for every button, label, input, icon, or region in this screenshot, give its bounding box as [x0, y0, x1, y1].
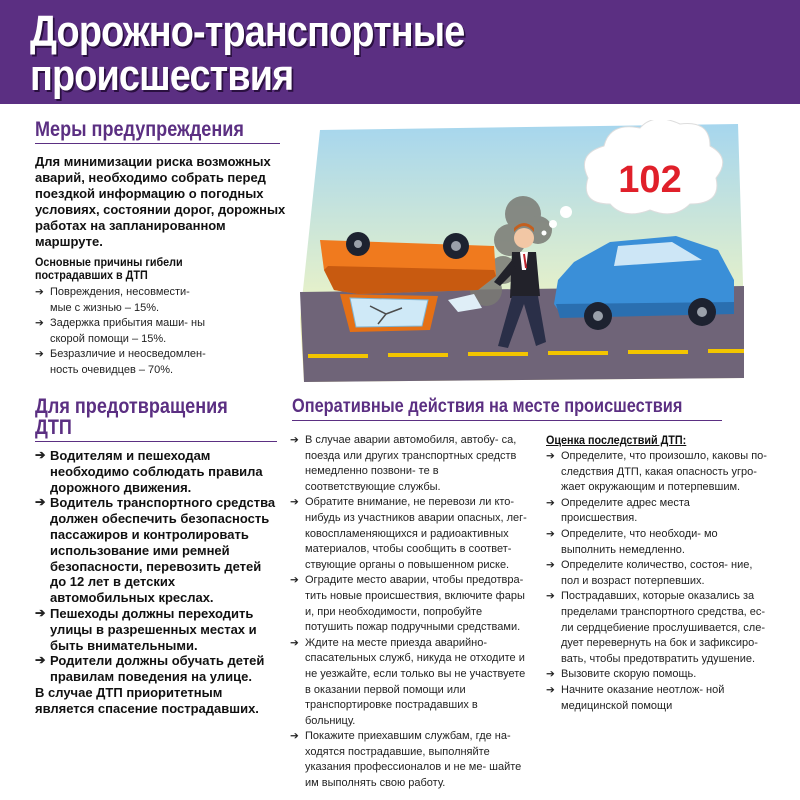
actions-list [290, 433, 528, 792]
list-item: ➔ Вызовите скорую помощь. [546, 667, 768, 683]
assessment-list [546, 449, 768, 714]
list-item: ➔ Начните оказание неотлож- ной медицинской помощи [546, 683, 768, 714]
list-item: ➔ Родители должны обучать детей правилам поведения на улице. [35, 653, 280, 685]
title-line-2: происшествия [30, 51, 294, 100]
causes-heading-line-2: пострадавших в ДТП [35, 268, 148, 282]
prevention-heading-line-1: Для предотвращения [35, 395, 228, 418]
list-item: ➔ Безразличие и неосведомлен- ность очевидцев – 70%. [35, 347, 210, 378]
list-item: ➔ Задержка прибытия маши- ны скорой помощи – 15%. [35, 316, 210, 347]
bubble-number: 102 [618, 159, 682, 201]
list-item: ➔ Повреждения, несовмести- мые с жизнью – 15%. [35, 285, 210, 316]
list-item: ➔ Пострадавших, которые оказались за пределами транспортного средства, ес- ли сердцебиение прослушивается, сле- дует перевернуть на бок и зафиксиро- вать, чтобы предотвратить удушение. [546, 589, 768, 667]
warning-intro: Для минимизации риска возможных аварий, необходимо собрать перед поездкой информацию о погодных условиях, состоянии дорог, дорожных работах на запланированном маршруте. [35, 154, 286, 249]
list-item: ➔ Водитель транспортного средства должен обеспечить безопасность пассажиров и контролировать использование ими ремней безопасности, перевозить детей до 12 лет в детских автомобильных креслах. [35, 495, 280, 606]
list-item: ➔ Пешеходы должны переходить улицы в разрешенных местах и быть внимательными. [35, 606, 280, 653]
accident-illustration [298, 120, 746, 388]
prevention-list [35, 448, 280, 685]
warning-heading: Меры предупреждения [35, 118, 244, 141]
prevention-heading [35, 396, 228, 438]
list-item: ➔ Водителям и пешеходам необходимо соблюдать правила дорожного движения. [35, 448, 280, 495]
list-item: ➔ Обратите внимание, не перевози ли кто- нибудь из участников аварии опасных, лег- ковоспламеняющихся и радиоактивных материалов, чтобы сообщить в соответ- ствующие органы о повышенном риске. [290, 495, 528, 573]
actions-heading: Оперативные действия на месте происшествия [292, 396, 683, 417]
title-line-1: Дорожно-транспортные [30, 7, 465, 56]
list-item: ➔ Определите адрес места происшествия. [546, 496, 768, 527]
list-item: ➔ В случае аварии автомобиля, автобу- са, поезда или других транспортных средств немедленно позвони- те в соответствующие службы. [290, 433, 528, 495]
list-item: ➔ Оградите место аварии, чтобы предотвра- тить новые происшествия, включите фары и, при необходимости, попробуйте потушить пожар подручными средствами. [290, 573, 528, 635]
page-title [30, 7, 684, 100]
prevention-heading-line-2: ДТП [35, 416, 72, 439]
list-item: ➔ Определите, что необходи- мо выполнить немедленно. [546, 527, 768, 558]
causes-heading-line-1: Основные причины гибели [35, 255, 183, 269]
causes-heading [35, 256, 183, 282]
assessment-heading: Оценка последствий ДТП: [546, 433, 687, 447]
prevention-closing: В случае ДТП приоритетным является спасение пострадавших. [35, 685, 259, 716]
actions-heading-rule [292, 420, 722, 421]
list-item: ➔ Ждите на месте приезда аварийно- спасательных служб, никуда не отходите и не уезжайте, если только вы не участвуете в оказании первой помощи или транспортировке пострадавших в больницу. [290, 636, 528, 730]
list-item: ➔ Определите количество, состоя- ние, пол и возраст потерпевших. [546, 558, 768, 589]
list-item: ➔ Определите, что произошло, каковы по- следствия ДТП, какая опасность угро- жает окружающим и потерпевшим. [546, 449, 768, 496]
list-item: ➔ Покажите приехавшим службам, где на- ходятся пострадавшие, выполняйте указания профессионалов и не ме- шайте им выполнять свою работу. [290, 729, 528, 791]
causes-list [35, 285, 210, 378]
prevention-heading-rule [35, 441, 277, 442]
warning-heading-rule [35, 143, 280, 144]
